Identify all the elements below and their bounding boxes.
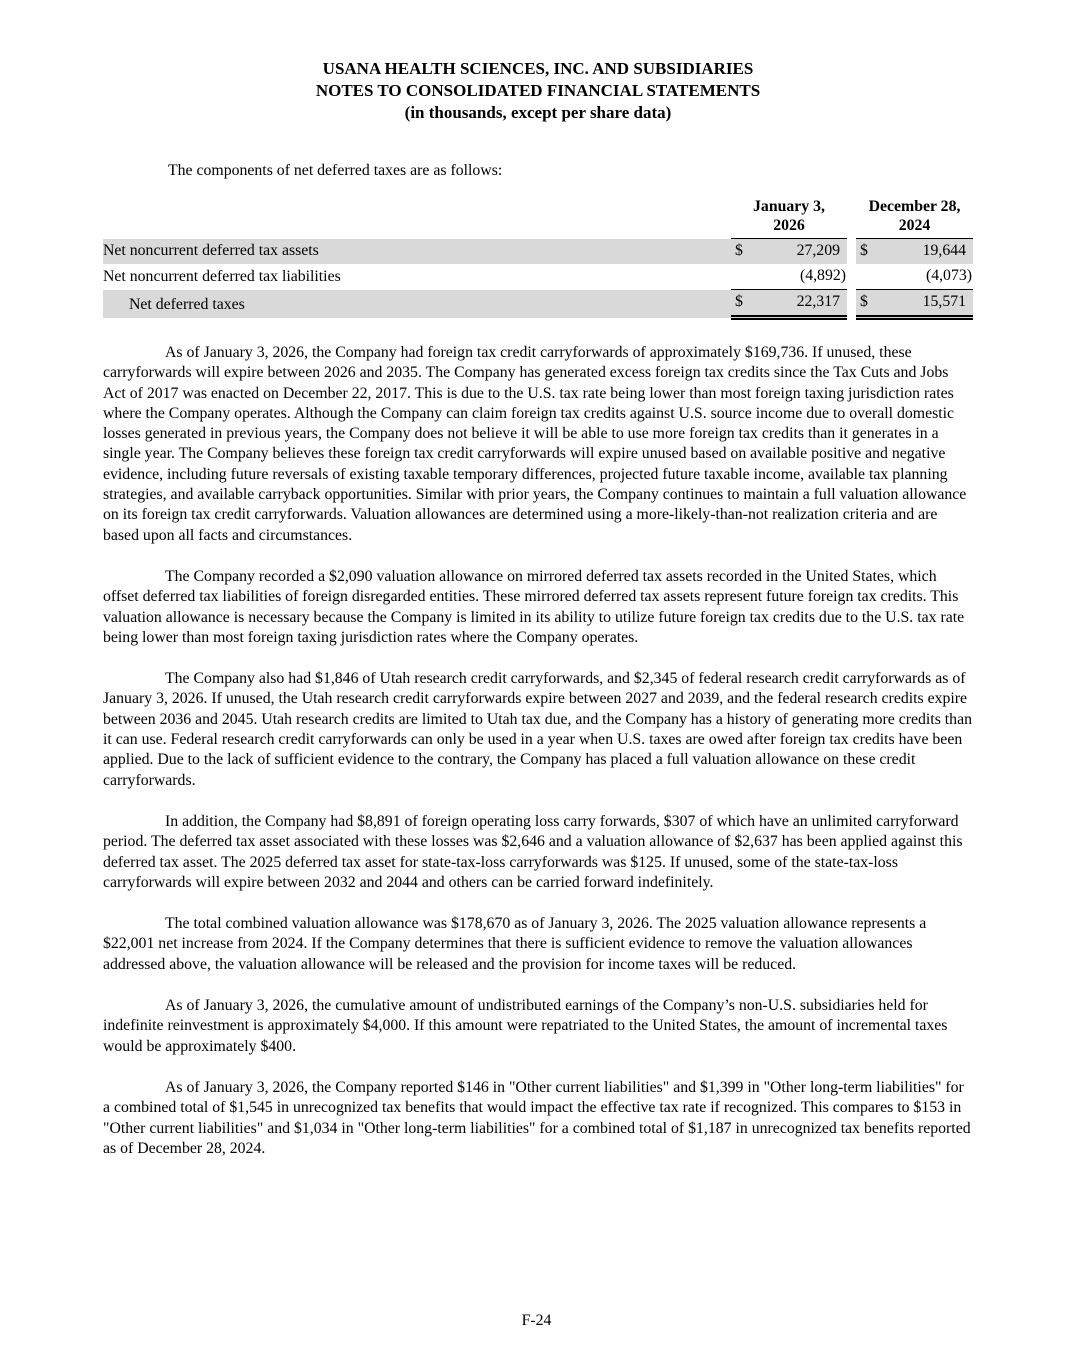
paragraph-mirrored-deferred-tax: The Company recorded a $2,090 valuation allowance on mirrored deferred tax assets recorded in the United States, which offset deferred tax liabilities of foreign disregarded entities. These mirrored deferred tax assets represent future foreign tax credits. This valuation allowance is necessary because the Company is limited in its ability to utilize future foreign tax credits due to the U.S. tax rate being lower than most foreign taxing jurisdiction rates where the Company operates. [103, 567, 965, 646]
row-label: Net noncurrent deferred tax liabilities [103, 267, 341, 285]
table-intro-text: The components of net deferred taxes are as follows: [168, 162, 503, 179]
paragraph-undistributed-earnings: As of January 3, 2026, the cumulative amount of undistributed earnings of the Company’s non-U.S. subsidiaries held for indefinite reinvestment is approximately $4,000. If this amount were repatriated to the United States, the amount of incremental taxes would be approximately $400. [103, 997, 948, 1055]
row-label: Net noncurrent deferred tax assets [103, 239, 731, 265]
column-gap [847, 264, 856, 290]
dollar-sign [856, 264, 880, 290]
column-header-dec-28-2024: December 28, 2024 [856, 197, 973, 239]
paragraph-operating-loss-carryforwards: In addition, the Company had $8,891 of foreign operating loss carry forwards, $307 of which have an unlimited carryforward period. The deferred tax asset associated with these losses was $2,646 and a valuation allowance of $2,637 has been applied against this deferred tax asset. The 2025 deferred tax asset for state-tax-loss carryforwards was $125. If unused, some of the state-tax-loss carryforwards will expire between 2032 and 2044 and others can be carried forward indefinitely. [103, 812, 963, 891]
table-row [103, 264, 973, 290]
notes-body [103, 343, 973, 1159]
dollar-sign: $ [731, 290, 755, 318]
dollar-sign [731, 264, 755, 290]
column-gap [847, 197, 856, 239]
row-label: Net deferred taxes [103, 290, 731, 318]
table-header-row [103, 197, 973, 239]
paragraph-unrecognized-tax-benefits: As of January 3, 2026, the Company reported $146 in "Other current liabilities" and $1,399 in "Other long-term liabilities" for a combined total of $1,545 in unrecognized tax benefits that would impact the effective tax rate if recognized. This compares to $153 in "Other current liabilities" and $1,034 in "Other long-term liabilities" for a combined total of $1,187 in unrecognized tax benefits reported as of December 28, 2024. [103, 1078, 971, 1157]
document-title: NOTES TO CONSOLIDATED FINANCIAL STATEMENTS [315, 81, 761, 100]
company-name: USANA HEALTH SCIENCES, INC. AND SUBSIDIARIES [322, 59, 754, 78]
value-2024: 19,644 [880, 239, 973, 265]
value-2024: (4,073) [880, 264, 973, 290]
value-2026: (4,892) [755, 264, 847, 290]
column-header-jan-3-2026: January 3, 2026 [731, 197, 847, 239]
value-2024: 15,571 [880, 290, 973, 318]
paragraph-research-credits: The Company also had $1,846 of Utah research credit carryforwards, and $2,345 of federal research credit carryforwards as of January 3, 2026. If unused, the Utah research credit carryforwards expire between 2027 and 2039, and the federal research credits expire between 2036 and 2045. Utah research credits are limited to Utah tax due, and the Company has a history of generating more credits than it can use. Federal research credit carryforwards can only be used in a year when U.S. taxes are owed after foreign tax credits have been applied. Due to the lack of sufficient evidence to the contrary, the Company has placed a full valuation allowance on these credit carryforwards. [103, 670, 972, 789]
column-gap [847, 239, 856, 265]
document-header [103, 58, 973, 124]
dollar-sign: $ [731, 239, 755, 265]
value-2026: 22,317 [755, 290, 847, 318]
units-note: (in thousands, except per share data) [404, 103, 672, 122]
deferred-taxes-table [103, 197, 973, 320]
label-column-header [103, 197, 731, 239]
page-number: F-24 [521, 1312, 552, 1329]
dollar-sign: $ [856, 239, 880, 265]
value-2026: 27,209 [755, 239, 847, 265]
table-row [103, 239, 973, 265]
column-gap [847, 290, 856, 318]
table-row [103, 290, 973, 318]
paragraph-foreign-tax-credits: As of January 3, 2026, the Company had foreign tax credit carryforwards of approximately $169,736. If unused, these carryforwards will expire between 2026 and 2035. The Company has generated excess foreign tax credits since the Tax Cuts and Jobs Act of 2017 was enacted on December 22, 2017. This is due to the U.S. tax rate being lower than most foreign taxing jurisdiction rates where the Company operates. Although the Company can claim foreign tax credits against U.S. source income due to overall domestic losses generated in previous years, the Company does not believe it will be able to use more foreign tax credits than it generates in a single year. The Company believes these foreign tax credit carryforwards will expire unused based on available positive and negative evidence, including future reversals of existing taxable temporary differences, projected future taxable income, available tax planning strategies, and available carryback opportunities. Similar with prior years, the Company continues to maintain a full valuation allowance on its foreign tax credit carryforwards. Valuation allowances are determined using a more-likely-than-not realization criteria and are based upon all facts and circumstances. [103, 344, 967, 544]
paragraph-total-valuation-allowance: The total combined valuation allowance was $178,670 as of January 3, 2026. The 2025 valuation allowance represents a $22,001 net increase from 2024. If the Company determines that there is sufficient evidence to remove the valuation allowances addressed above, the valuation allowance will be released and the provision for income taxes will be reduced. [103, 915, 927, 973]
dollar-sign: $ [856, 290, 880, 318]
